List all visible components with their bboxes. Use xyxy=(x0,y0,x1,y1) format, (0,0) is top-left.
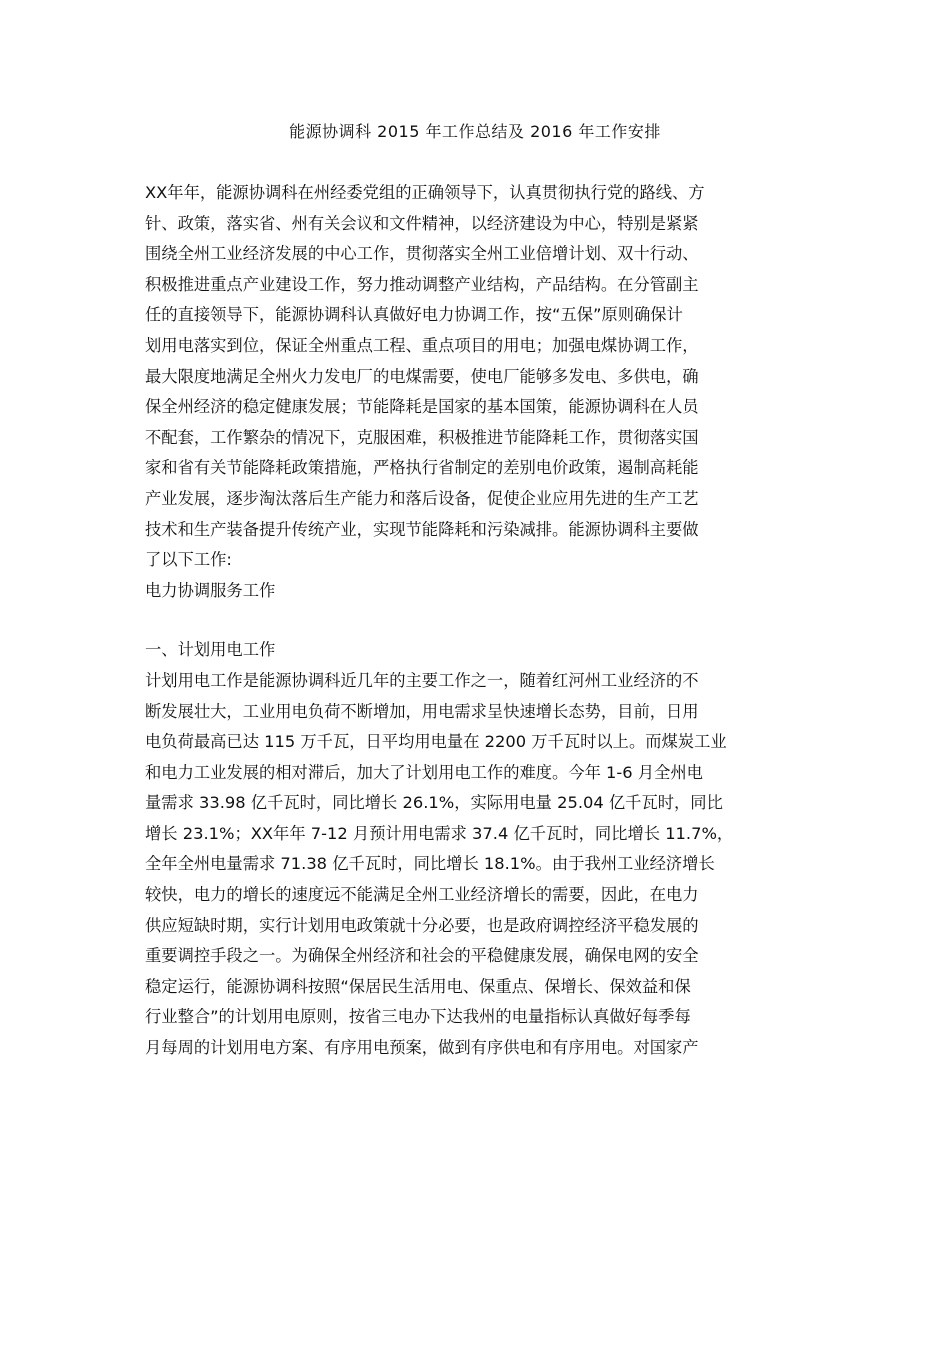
intro-line: 保全州经济的稳定健康发展；节能降耗是国家的基本国策，能源协调科在人员 xyxy=(145,397,699,417)
intro-line: 最大限度地满足全州火力发电厂的电煤需要，使电厂能够多发电、多供电，确 xyxy=(145,366,699,386)
intro-line: 不配套，工作繁杂的情况下，克服困难，积极推进节能降耗工作，贯彻落实国 xyxy=(145,427,699,447)
section-line: 和电力工业发展的相对滞后，加大了计划用电工作的难度。今年 1-6 月全州电 xyxy=(145,762,703,782)
intro-line: 家和省有关节能降耗政策措施，严格执行省制定的差别电价政策，遏制高耗能 xyxy=(145,458,699,478)
section-line: 重要调控手段之一。为确保全州经济和社会的平稳健康发展，确保电网的安全 xyxy=(145,946,699,966)
intro-line: XX年年，能源协调科在州经委党组的正确领导下，认真贯彻执行党的路线、方 xyxy=(145,183,705,202)
intro-line: 围绕全州工业经济发展的中心工作，贯彻落实全州工业倍增计划、双十行动、 xyxy=(145,244,699,264)
section-line: 增长 23.1%；XX年年 7-12 月预计用电需求 37.4 亿千瓦时，同比增长 11.7%， xyxy=(145,823,734,843)
intro-line: 了以下工作: xyxy=(145,550,232,570)
intro-line: 技术和生产装备提升传统产业，实现节能降耗和污染减排。能源协调科主要做 xyxy=(145,519,699,539)
section-line: 稳定运行，能源协调科按照“保居民生活用电、保重点、保增长、保效益和保 xyxy=(145,976,691,996)
section-line: 较快，电力的增长的速度远不能满足全州工业经济增长的需要，因此，在电力 xyxy=(145,885,699,905)
section-spacer xyxy=(145,606,815,635)
section-heading: 电力协调服务工作 xyxy=(145,580,276,600)
section-line: 行业整合”的计划用电原则，按省三电办下达我州的电量指标认真做好每季每 xyxy=(145,1007,691,1027)
subsection-heading: 一、计划用电工作 xyxy=(145,640,276,660)
section-line: 断发展壮大，工业用电负荷不断增加，用电需求呈快速增长态势，目前，日用 xyxy=(145,701,699,721)
section-line: 计划用电工作是能源协调科近几年的主要工作之一，随着红河州工业经济的不 xyxy=(145,670,699,690)
intro-line: 针、政策，落实省、州有关会议和文件精神，以经济建设为中心，特别是紧紧 xyxy=(145,213,699,233)
section-line: 月每周的计划用电方案、有序用电预案，做到有序供电和有序用电。对国家产 xyxy=(145,1038,699,1058)
intro-line: 任的直接领导下，能源协调科认真做好电力协调工作，按“五保”原则确保计 xyxy=(145,305,683,325)
document-title: 能源协调科 2015 年工作总结及 2016 年工作安排 xyxy=(289,122,661,141)
section-line: 电负荷最高已达 115 万千瓦，日平均用电量在 2200 万千瓦时以上。而煤炭工业 xyxy=(145,732,727,752)
intro-line: 产业发展，逐步淘汰落后生产能力和落后设备，促使企业应用先进的生产工艺 xyxy=(145,488,699,508)
intro-line: 划用电落实到位，保证全州重点工程、重点项目的用电；加强电煤协调工作， xyxy=(145,335,699,355)
section-line: 全年全州电量需求 71.38 亿千瓦时，同比增长 18.1%。由于我州工业经济增长 xyxy=(145,854,715,874)
intro-line: 积极推进重点产业建设工作，努力推动调整产业结构，产品结构。在分管副主 xyxy=(145,274,699,294)
section-line: 量需求 33.98 亿千瓦时，同比增长 26.1%，实际用电量 25.04 亿千瓦时，同比 xyxy=(145,793,723,813)
section-line: 供应短缺时期，实行计划用电政策就十分必要，也是政府调控经济平稳发展的 xyxy=(145,915,699,935)
document-body xyxy=(145,178,815,1064)
